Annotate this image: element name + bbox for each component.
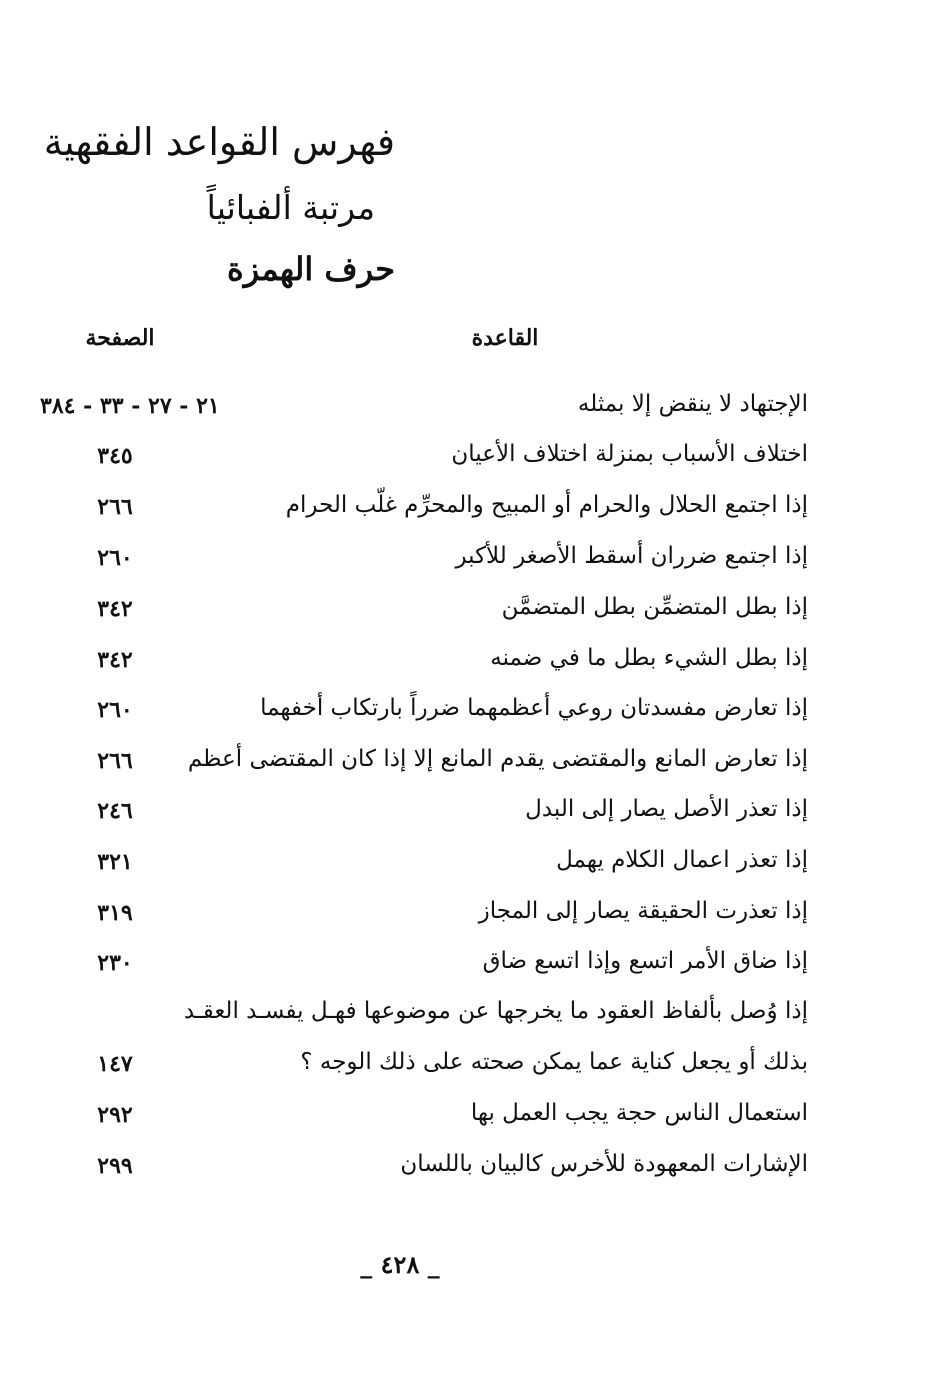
entry-page: ٣١٩ bbox=[97, 900, 133, 926]
entry-page: ٣٤٢ bbox=[97, 596, 133, 622]
entry-page: ٢٣٠ bbox=[97, 950, 133, 976]
rule-column-header: القاعدة bbox=[471, 325, 539, 351]
entry-text: إذا تعذر اعمال الكلام يهمل bbox=[556, 847, 808, 873]
entry-page: ٢٤٦ bbox=[97, 798, 133, 824]
entry-page: ٣٢١ bbox=[97, 849, 133, 875]
entry-text: إذا ضاق الأمر اتسع وإذا اتسع ضاق bbox=[482, 948, 808, 974]
entry-text: إذا بطل الشيء بطل ما في ضمنه bbox=[490, 645, 808, 671]
entry-text: اختلاف الأسباب بمنزلة اختلاف الأعيان bbox=[451, 441, 808, 467]
entry-page: ٢٦٦ bbox=[97, 748, 133, 774]
entry-text: إذا وُصل بألفاظ العقود ما يخرجها عن موضوعها فهـل يفسـد العقـد bbox=[183, 998, 808, 1024]
entry-page: ٢٦٠ bbox=[97, 545, 133, 571]
entry-text: إذا تعارض المانع والمقتضى يقدم المانع إلا إذا كان المقتضى أعظم bbox=[187, 746, 808, 772]
entry-page: ٢٩٢ bbox=[97, 1102, 133, 1128]
entry-text: بذلك أو يجعل كناية عما يمكن صحته على ذلك الوجه ؟ bbox=[300, 1049, 808, 1075]
entry-text: الإجتهاد لا ينقض إلا بمثله bbox=[577, 391, 808, 417]
entry-page: ٢١ - ٢٧ - ٣٣ - ٣٨٤ bbox=[40, 393, 220, 419]
entry-page: ٢٩٩ bbox=[97, 1153, 133, 1179]
entry-text: إذا اجتمع ضرران أسقط الأصغر للأكبر bbox=[455, 543, 808, 569]
entry-page: ٣٤٥ bbox=[97, 443, 133, 469]
entry-text: إذا تعذرت الحقيقة يصار إلى المجاز bbox=[478, 898, 808, 924]
page-column-header: الصفحة bbox=[85, 325, 155, 351]
entry-text: إذا تعارض مفسدتان روعي أعظمهما ضرراً بارتكاب أخفهما bbox=[260, 695, 808, 721]
entry-text: إذا بطل المتضمِّن بطل المتضمَّن bbox=[501, 594, 808, 620]
page-number: _ ٤٢٨ _ bbox=[360, 1250, 440, 1279]
entry-text: الإشارات المعهودة للأخرس كالبيان باللسان bbox=[400, 1151, 808, 1177]
entry-text: إذا اجتمع الحلال والحرام أو المبيح والمحرِّم غلّب الحرام bbox=[285, 492, 808, 518]
entry-page: ٢٦٦ bbox=[97, 494, 133, 520]
entry-page: ١٤٧ bbox=[97, 1051, 133, 1077]
entry-text: إذا تعذر الأصل يصار إلى البدل bbox=[525, 796, 808, 822]
entry-page: ٢٦٠ bbox=[97, 697, 133, 723]
entry-text: استعمال الناس حجة يجب العمل بها bbox=[470, 1100, 808, 1126]
entry-page: ٣٤٢ bbox=[97, 647, 133, 673]
